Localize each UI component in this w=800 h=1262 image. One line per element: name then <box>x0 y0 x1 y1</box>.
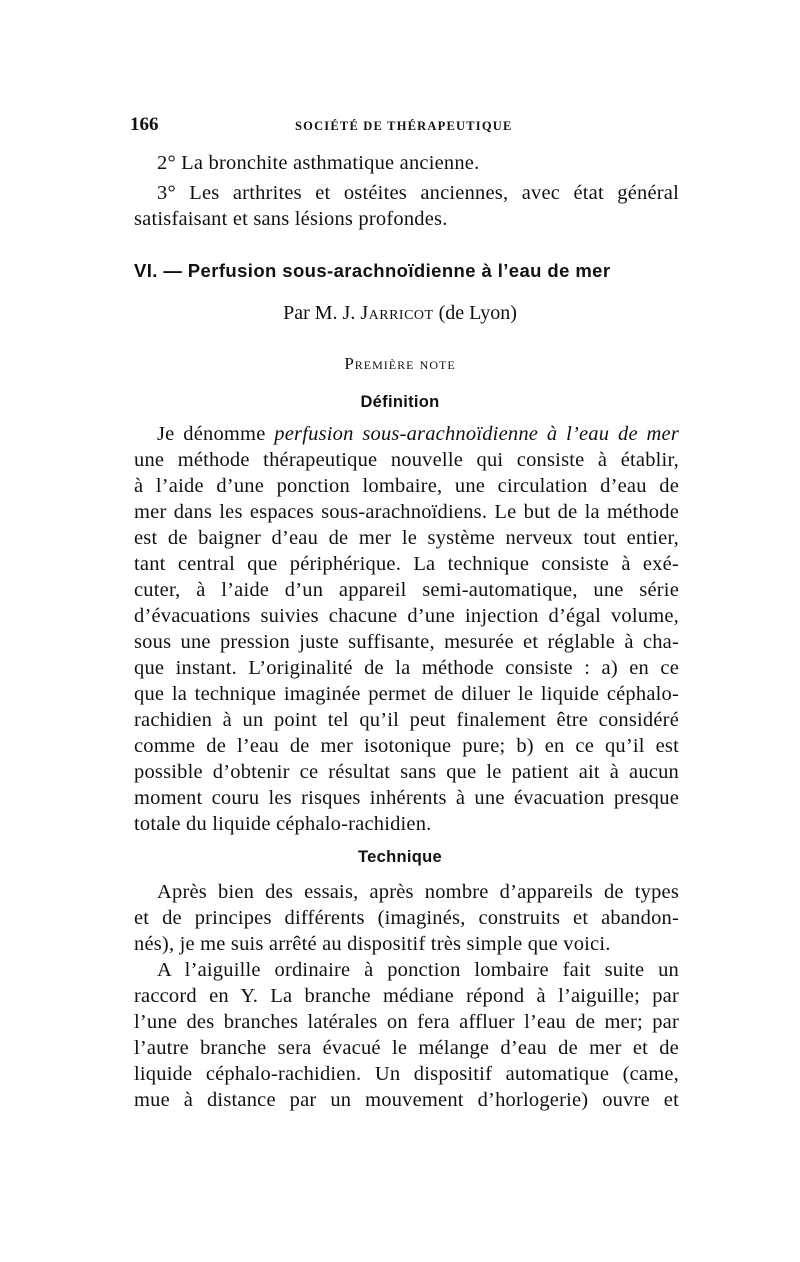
paragraph-line: une méthode thérapeutique nouvelle qui consiste à établir, <box>134 449 679 471</box>
defined-term: perfusion sous-arachnoïdienne à l’eau de mer <box>274 423 680 445</box>
paragraph-line: sous une pression juste suffisante, mesurée et réglable à cha- <box>134 631 679 653</box>
paragraph-line: l’autre branche sera évacué le mélange d’eau de mer et de <box>134 1037 679 1059</box>
paragraph-line: à l’aide d’une ponction lombaire, une circulation d’eau de <box>134 475 679 497</box>
paragraph-line <box>157 421 679 448</box>
paragraph-line: rachidien à un point tel qu’il peut finalement être considéré <box>134 709 679 731</box>
paragraph-line: A l’aiguille ordinaire à ponction lombaire fait suite un <box>157 959 679 981</box>
intro-item-continuation: satisfaisant et sans lésions profondes. <box>134 208 448 230</box>
paragraph-line: Après bien des essais, après nombre d’appareils de types <box>157 881 679 903</box>
paragraph-line: moment couru les risques inhérents à une évacuation presque <box>134 787 679 809</box>
paragraph-line: mer dans les espaces sous-arachnoïdiens. Le but de la méthode <box>134 501 679 523</box>
author-name: Jarricot <box>360 302 434 324</box>
paragraph-line: est de baigner d’eau de mer le système nerveux tout entier, <box>134 527 679 549</box>
paragraph-last-line: totale du liquide céphalo-rachidien. <box>134 813 432 835</box>
paragraph-line: possible d’obtenir ce résultat sans que le patient ait à aucun <box>134 761 679 783</box>
intro-item: 2° La bronchite asthmatique ancienne. <box>157 152 480 174</box>
definition-heading: Définition <box>360 393 440 411</box>
page-header <box>130 114 675 140</box>
author-line <box>0 302 800 325</box>
paragraph-line: que la technique imaginée permet de diluer le liquide céphalo- <box>134 683 679 705</box>
running-title: SOCIÉTÉ DE THÉRAPEUTIQUE <box>295 119 513 133</box>
technique-heading: Technique <box>358 848 442 866</box>
paragraph-line: mue à distance par un mouvement d’horlogerie) ouvre et <box>134 1089 679 1111</box>
paragraph-last-line: nés), je me suis arrêté au dispositif très simple que voici. <box>134 933 611 955</box>
paragraph-line: d’évacuations suivies chacune d’une injection d’égal volume, <box>134 605 679 627</box>
paragraph-line: raccord en Y. La branche médiane répond à l’aiguille; par <box>134 985 679 1007</box>
paragraph-line: et de principes différents (imaginés, construits et abandon- <box>134 907 679 929</box>
author-prefix: Par M. J. <box>283 302 356 324</box>
note-title: Première note <box>344 354 456 373</box>
paragraph-line: l’une des branches latérales on fera affluer l’eau de mer; par <box>134 1011 679 1033</box>
paragraph-line: comme de l’eau de mer isotonique pure; b) en ce qu’il est <box>134 735 679 757</box>
paragraph-line: cuter, à l’aide d’un appareil semi-automatique, une série <box>134 579 679 601</box>
author-affiliation: (de Lyon) <box>438 302 517 324</box>
paragraph-line: que instant. L’originalité de la méthode consiste : a) en ce <box>134 657 679 679</box>
section-title: VI. — Perfusion sous-arachnoïdienne à l’eau de mer <box>134 260 611 281</box>
definition-lead: Je dénomme <box>157 423 266 445</box>
page-number: 166 <box>130 114 159 135</box>
paragraph-line: liquide céphalo-rachidien. Un dispositif automatique (came, <box>134 1063 679 1085</box>
paragraph-line: tant central que périphérique. La technique consiste à exé- <box>134 553 679 575</box>
intro-item: 3° Les arthrites et ostéites anciennes, avec état général <box>157 182 679 204</box>
